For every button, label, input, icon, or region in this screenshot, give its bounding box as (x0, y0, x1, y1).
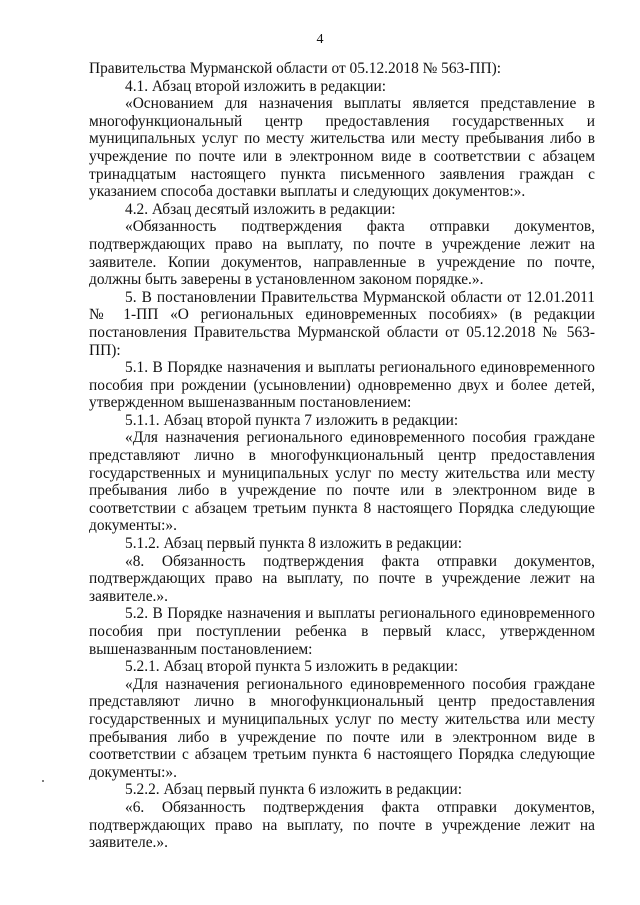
document-body (89, 60, 595, 852)
paragraph-5-2-2-heading: 5.2.2. Абзац первый пункта 6 изложить в редакции: (125, 781, 462, 799)
paragraph-5-1: 5.1. В Порядке назначения и выплаты регионального единовременного пособия при рождении (усыновлении) одновременно двух и более детей, утвержденном вышеназванным постановлением: (89, 359, 595, 412)
paragraph-4-1-heading: 4.1. Абзац второй изложить в редакции: (125, 77, 387, 95)
paragraph-5-2-2-text: «6. Обязанность подтверждения факта отправки документов, подтверждающих право на выплату, по почте в учреждение лежит на заявителе.». (89, 798, 595, 852)
paragraph-5: 5. В постановлении Правительства Мурманской области от 12.01.2011 № 1-ПП «О региональных единовременных пособиях» (в редакции постановления Правительства Мурманской области от 05.12.2018 № 563-ПП): (89, 288, 595, 359)
paragraph-5-1-2-text: «8. Обязанность подтверждения факта отправки документов, подтверждающих право на выплату, по почте в учреждение лежит на заявителе.». (89, 552, 595, 605)
paragraph-5-2: 5.2. В Порядке назначения и выплаты регионального единовременного пособия при поступлении ребенка в первый класс, утвержденном вышеназванным постановлением: (89, 605, 595, 658)
paragraph-5-1-2-heading: 5.1.2. Абзац первый пункта 8 изложить в редакции: (125, 535, 462, 553)
paragraph-4-2-heading: 4.2. Абзац десятый изложить в редакции: (125, 200, 396, 218)
paragraph-4-2-text: «Обязанность подтверждения факта отправки документов, подтверждающих право на выплату, по почте в учреждение лежит на заявителе. Копии документов, направленные в учреждение по почте, должны быть заверены в установленном законом порядке.». (89, 218, 595, 289)
paragraph-5-1-1-heading: 5.1.1. Абзац второй пункта 7 изложить в редакции: (125, 411, 459, 429)
paragraph-5-2-1-text: «Для назначения регионального единовременного пособия граждане представляют лично в многофункциональный центр предоставления государственных и муниципальных услуг по месту жительства или месту пребывания либо в учреждение по почте или в электронном виде в соответствии с абзацем третьим пункта 6 настоящего Порядка следующие документы:». (89, 675, 595, 781)
paragraph-5-2-1-heading: 5.2.1. Абзац второй пункта 5 изложить в редакции: (125, 658, 459, 676)
page-number: 4 (316, 32, 324, 47)
scan-speck (42, 780, 44, 782)
paragraph-5-1-1-text: «Для назначения регионального единовременного пособия граждане представляют лично в многофункциональный центр предоставления государственных и муниципальных услуг по месту жительства или месту пребывания либо в учреждение по почте или в электронном виде в соответствии с абзацем третьим пункта 8 настоящего Порядка следующие документы:». (89, 429, 595, 535)
paragraph-4-1-text: «Основанием для назначения выплаты является представление в многофункциональный центр предоставления государственных и муниципальных услуг по месту жительства или месту пребывания либо в учреждение по почте или в электронном виде в соответствии с абзацем тринадцатым настоящего пункта письменного заявления граждан с указанием способа доставки выплаты и следующих документов:». (89, 95, 595, 201)
paragraph-continuation: Правительства Мурманской области от 05.12.2018 № 563-ПП): (89, 60, 502, 77)
